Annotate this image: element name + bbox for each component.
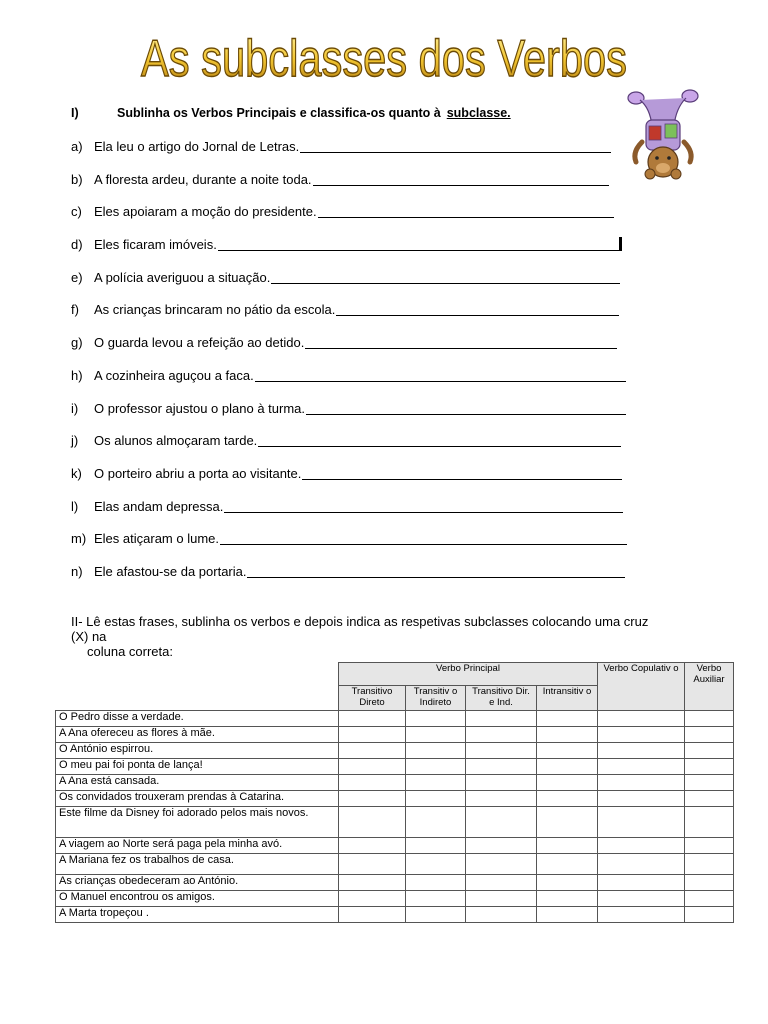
exercise-item-sentence: Ele afastou-se da portaria.	[94, 563, 247, 579]
answer-cell[interactable]	[537, 759, 598, 775]
exercise-item	[71, 433, 631, 466]
exercise-item	[71, 499, 631, 532]
title-wordart	[134, 26, 634, 88]
answer-cell[interactable]	[466, 891, 537, 907]
section-1-number: I)	[71, 106, 79, 120]
answer-cell[interactable]	[339, 807, 406, 838]
answer-cell[interactable]	[685, 791, 734, 807]
exercise-item-letter: f)	[71, 302, 79, 318]
answer-cell[interactable]	[339, 775, 406, 791]
exercise-item-sentence: As crianças brincaram no pátio da escola.	[94, 302, 336, 318]
answer-cell[interactable]	[466, 854, 537, 875]
exercise-item-letter: l)	[71, 498, 79, 514]
answer-cell[interactable]	[685, 743, 734, 759]
answer-cell[interactable]	[466, 743, 537, 759]
section-2-line-2: (X) na	[71, 629, 107, 644]
exercise-item	[71, 531, 631, 564]
answer-cell[interactable]	[339, 727, 406, 743]
exercise-item-letter: k)	[71, 465, 82, 481]
answer-cell[interactable]	[598, 807, 685, 838]
answer-cell[interactable]	[466, 807, 537, 838]
exercise-item-letter: m)	[71, 531, 87, 547]
exercise-item	[71, 401, 631, 434]
exercise-item-letter: a)	[71, 139, 83, 154]
exercise-item-letter: h)	[71, 367, 83, 383]
answer-line[interactable]	[306, 401, 626, 415]
table-row	[56, 775, 734, 791]
answer-cell[interactable]	[537, 775, 598, 791]
exercise-item-sentence: Eles atiçaram o lume.	[94, 531, 219, 547]
exercise-item-letter: g)	[71, 335, 83, 351]
answer-line[interactable]	[258, 433, 621, 447]
exercise-item	[71, 466, 631, 499]
exercise-item-letter: n)	[71, 563, 83, 579]
table-row	[56, 743, 734, 759]
section-1-items	[71, 139, 631, 597]
answer-line[interactable]	[300, 139, 611, 153]
answer-cell[interactable]	[598, 759, 685, 775]
exercise-item-letter: i)	[71, 400, 79, 416]
exercise-item	[71, 139, 631, 172]
table-row	[56, 875, 734, 891]
answer-cell[interactable]	[685, 891, 734, 907]
answer-cell[interactable]	[685, 854, 734, 875]
answer-cell[interactable]	[685, 775, 734, 791]
answer-cell[interactable]	[598, 891, 685, 907]
answer-cell[interactable]	[339, 711, 406, 727]
exercise-item-sentence: O guarda levou a refeição ao detido.	[94, 335, 305, 351]
answer-cell[interactable]	[406, 907, 466, 923]
answer-cell[interactable]	[406, 891, 466, 907]
exercise-item	[71, 368, 631, 401]
exercise-item-sentence: Os alunos almoçaram tarde.	[94, 433, 258, 449]
answer-cell[interactable]	[466, 791, 537, 807]
answer-cell[interactable]	[339, 875, 406, 891]
exercise-item	[71, 564, 631, 597]
answer-cell[interactable]	[466, 838, 537, 854]
answer-line[interactable]	[336, 302, 619, 316]
answer-cell[interactable]	[537, 854, 598, 875]
answer-cell[interactable]	[598, 775, 685, 791]
exercise-item-sentence: O porteiro abriu a porta ao visitante.	[94, 465, 302, 481]
exercise-item-sentence: Eles ficaram imóveis.	[94, 237, 217, 253]
exercise-item	[71, 335, 631, 368]
answer-cell[interactable]	[685, 838, 734, 854]
exercise-item-letter: e)	[71, 269, 83, 285]
answer-cell[interactable]	[685, 907, 734, 923]
section-2-line-3: coluna correta:	[87, 644, 173, 659]
table-row	[56, 807, 734, 838]
answer-cell[interactable]	[406, 775, 466, 791]
header-verbo-copulativo: Verbo Copulativ o	[598, 663, 685, 711]
answer-line[interactable]	[313, 172, 609, 186]
table-row	[56, 854, 734, 875]
upside-down-teddy-bear-icon	[626, 86, 700, 186]
exercise-item-sentence: A polícia averiguou a situação.	[94, 269, 271, 285]
answer-cell[interactable]	[406, 854, 466, 875]
table-row-sentence: A Marta tropeçou .	[56, 907, 339, 923]
answer-cell[interactable]	[537, 907, 598, 923]
answer-cell[interactable]	[466, 711, 537, 727]
answer-cell[interactable]	[406, 807, 466, 838]
header-transitivo-dir-ind: Transitivo Dir. e Ind.	[466, 686, 537, 711]
table-row	[56, 891, 734, 907]
table-row-sentence: O Pedro disse a verdade.	[56, 711, 339, 727]
table-row	[56, 907, 734, 923]
table-row-sentence: A Mariana fez os trabalhos de casa.	[56, 854, 339, 875]
exercise-item-sentence: A cozinheira aguçou a faca.	[94, 367, 254, 383]
header-intransitivo: Intransitiv o	[537, 686, 598, 711]
table-row-sentence: Este filme da Disney foi adorado pelos mais novos.	[56, 807, 339, 838]
answer-cell[interactable]	[466, 727, 537, 743]
answer-cell[interactable]	[685, 727, 734, 743]
section-1-instruction: Sublinha os Verbos Principais e classifica-os quanto à	[117, 106, 441, 120]
exercise-item	[71, 270, 631, 303]
answer-cell[interactable]	[598, 838, 685, 854]
exercise-item-sentence: Elas andam depressa.	[94, 498, 224, 514]
table-row-sentence: Os convidados trouxeram prendas à Catarina.	[56, 791, 339, 807]
answer-cell[interactable]	[685, 875, 734, 891]
table-row	[56, 711, 734, 727]
exercise-item-letter: d)	[71, 237, 83, 253]
answer-cell[interactable]	[339, 891, 406, 907]
answer-line[interactable]	[271, 270, 620, 284]
exercise-item-letter: j)	[71, 433, 79, 449]
exercise-item	[71, 302, 631, 335]
table-row-sentence: O Manuel encontrou os amigos.	[56, 891, 339, 907]
section-2-instruction	[71, 614, 711, 659]
section-2-line-1: II- Lê estas frases, sublinha os verbos e depois indica as respetivas subclasses colocando uma cruz	[71, 614, 649, 629]
answer-line[interactable]	[218, 237, 619, 251]
answer-cell[interactable]	[598, 854, 685, 875]
answer-cell[interactable]	[339, 907, 406, 923]
answer-cell[interactable]	[598, 875, 685, 891]
header-transitivo-direto: Transitivo Direto	[339, 686, 406, 711]
answer-cell[interactable]	[406, 759, 466, 775]
answer-cell[interactable]	[406, 711, 466, 727]
answer-line[interactable]	[255, 368, 626, 382]
header-verbo-auxiliar: Verbo Auxiliar	[685, 663, 734, 711]
exercise-item-sentence: A floresta ardeu, durante a noite toda.	[94, 171, 312, 187]
answer-cell[interactable]	[537, 807, 598, 838]
answer-cell[interactable]	[406, 875, 466, 891]
exercise-item	[71, 237, 631, 270]
answer-line[interactable]	[247, 564, 625, 578]
exercise-item-letter: b)	[71, 171, 83, 187]
exercise-item	[71, 172, 631, 205]
answer-cell[interactable]	[537, 875, 598, 891]
answer-line[interactable]	[220, 531, 627, 545]
exercise-item-sentence: Ela leu o artigo do Jornal de Letras.	[94, 139, 300, 154]
classification-table	[55, 662, 734, 923]
table-row-sentence: A Ana ofereceu as flores à mãe.	[56, 727, 339, 743]
answer-cell[interactable]	[406, 727, 466, 743]
answer-cell[interactable]	[466, 775, 537, 791]
answer-cell[interactable]	[466, 759, 537, 775]
answer-cell[interactable]	[339, 791, 406, 807]
answer-cell[interactable]	[598, 743, 685, 759]
answer-cell[interactable]	[339, 854, 406, 875]
answer-cell[interactable]	[406, 838, 466, 854]
answer-cell[interactable]	[339, 838, 406, 854]
worksheet-title	[0, 26, 768, 88]
text-cursor	[619, 237, 622, 251]
answer-line[interactable]	[302, 466, 622, 480]
table-row-sentence: O António espirrou.	[56, 743, 339, 759]
exercise-item-sentence: Eles apoiaram a moção do presidente.	[94, 204, 317, 220]
exercise-item-letter: c)	[71, 204, 82, 220]
answer-cell[interactable]	[537, 838, 598, 854]
answer-cell[interactable]	[537, 891, 598, 907]
answer-cell[interactable]	[598, 791, 685, 807]
exercise-item-sentence: O professor ajustou o plano à turma.	[94, 400, 306, 416]
table-row	[56, 759, 734, 775]
answer-cell[interactable]	[685, 759, 734, 775]
answer-cell[interactable]	[406, 743, 466, 759]
answer-cell[interactable]	[685, 807, 734, 838]
answer-cell[interactable]	[466, 875, 537, 891]
answer-cell[interactable]	[537, 743, 598, 759]
answer-cell[interactable]	[537, 791, 598, 807]
table-row-sentence: A viagem ao Norte será paga pela minha avó.	[56, 838, 339, 854]
answer-cell[interactable]	[537, 711, 598, 727]
answer-cell[interactable]	[685, 711, 734, 727]
answer-cell[interactable]	[466, 907, 537, 923]
answer-cell[interactable]	[598, 711, 685, 727]
table-row	[56, 838, 734, 854]
title-text: As subclasses dos Verbos	[141, 30, 627, 88]
exercise-item	[71, 204, 631, 237]
section-1-heading	[71, 106, 511, 120]
answer-line[interactable]	[224, 499, 623, 513]
header-transitivo-indireto: Transitiv o Indireto	[406, 686, 466, 711]
table-row	[56, 727, 734, 743]
table-row-sentence: As crianças obedeceram ao António.	[56, 875, 339, 891]
table-row	[56, 791, 734, 807]
answer-cell[interactable]	[339, 743, 406, 759]
answer-cell[interactable]	[339, 759, 406, 775]
answer-line[interactable]	[318, 204, 614, 218]
answer-cell[interactable]	[598, 907, 685, 923]
answer-line[interactable]	[305, 335, 617, 349]
header-verbo-principal: Verbo Principal	[339, 663, 598, 686]
section-1-instruction-underlined: subclasse.	[446, 106, 511, 120]
table-row-sentence: O meu pai foi ponta de lança!	[56, 759, 339, 775]
answer-cell[interactable]	[406, 791, 466, 807]
table-row-sentence: A Ana está cansada.	[56, 775, 339, 791]
answer-cell[interactable]	[537, 727, 598, 743]
answer-cell[interactable]	[598, 727, 685, 743]
